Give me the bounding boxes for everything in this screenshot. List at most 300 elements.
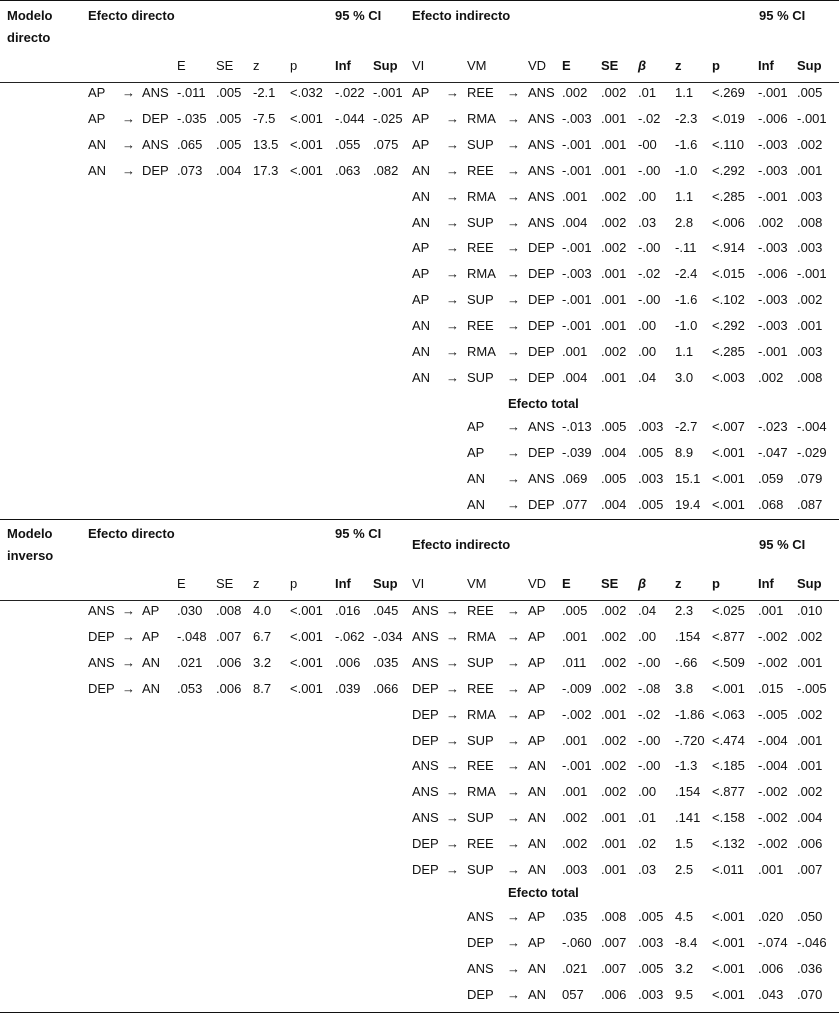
total-from: AN: [467, 470, 486, 486]
indirect-vi: AN: [412, 214, 431, 230]
direct-to: AP: [142, 603, 160, 618]
indirect-vi: AP: [412, 292, 430, 308]
cell-estimate: .065: [177, 136, 203, 152]
column-header: Sup: [797, 58, 822, 73]
arrow-icon: →: [446, 836, 459, 852]
cell-inf: -.047: [758, 444, 788, 460]
cell-p: <.509: [712, 654, 745, 670]
direct-from: AP: [88, 85, 106, 100]
cell-inf: -.003: [758, 292, 788, 308]
column-header: E: [562, 58, 571, 73]
total-from: AP: [467, 419, 485, 434]
table-rule: [0, 600, 839, 601]
cell-beta: -00: [638, 136, 657, 152]
arrow-icon: →: [507, 444, 520, 460]
cell-sup: .079: [797, 470, 823, 486]
cell-se: .002: [601, 732, 627, 748]
cell-inf: -.002: [758, 836, 788, 852]
column-header: Inf: [335, 58, 351, 73]
cell-z: .141: [675, 810, 701, 826]
cell-p: <.158: [712, 810, 745, 826]
indirect-vm: RMA: [467, 188, 496, 204]
cell-sup: .003: [797, 240, 823, 256]
cell-estimate: .002: [562, 836, 588, 852]
indirect-vi: AN: [412, 369, 431, 385]
arrow-icon: →: [122, 162, 135, 178]
cell-inf: -.022: [335, 85, 365, 100]
cell-p: <.001: [290, 110, 323, 126]
cell-se: .001: [601, 136, 627, 152]
cell-p: <.063: [712, 706, 745, 722]
cell-inf: -.001: [758, 344, 788, 359]
column-header: SE: [216, 576, 234, 591]
cell-inf: .020: [758, 909, 784, 924]
direct-to: DEP: [142, 110, 169, 126]
cell-estimate: -.035: [177, 110, 207, 126]
column-header: p: [712, 576, 720, 591]
ci-header: 95 % CI: [335, 526, 382, 541]
cell-p: <.914: [712, 240, 745, 256]
indirect-vm: RMA: [467, 784, 496, 800]
cell-beta: .003: [638, 419, 664, 434]
indirect-vi: ANS: [412, 628, 439, 644]
direct-to: ANS: [142, 85, 169, 100]
cell-sup: .001: [797, 732, 823, 748]
arrow-icon: →: [446, 266, 459, 282]
cell-estimate: .021: [177, 654, 203, 670]
cell-se: .001: [601, 836, 627, 852]
cell-beta: .005: [638, 444, 664, 460]
cell-z: 2.5: [675, 862, 694, 877]
cell-z: 17.3: [253, 162, 279, 178]
column-header: VD: [528, 58, 547, 73]
cell-beta: -.02: [638, 266, 661, 282]
arrow-icon: →: [507, 654, 520, 670]
cell-se: .001: [601, 292, 627, 308]
column-header: Inf: [758, 576, 774, 591]
cell-beta: .00: [638, 318, 657, 334]
cell-estimate: .004: [562, 369, 588, 385]
indirect-vm: REE: [467, 162, 494, 178]
cell-estimate: .035: [562, 909, 588, 924]
cell-se: .001: [601, 369, 627, 385]
ci-header: 95 % CI: [759, 537, 806, 552]
cell-z: 4.5: [675, 909, 694, 924]
column-header: VI: [412, 58, 425, 73]
indirect-vi: DEP: [412, 706, 439, 722]
indirect-vm: SUP: [467, 136, 494, 152]
cell-sup: .003: [797, 188, 823, 204]
cell-p: <.001: [290, 680, 323, 696]
cell-beta: .003: [638, 470, 664, 486]
cell-sup: .036: [797, 960, 823, 976]
arrow-icon: →: [507, 369, 520, 385]
indirect-vd: AN: [528, 836, 547, 852]
cell-estimate: -.003: [562, 110, 592, 126]
cell-estimate: .073: [177, 162, 203, 178]
indirect-vm: RMA: [467, 344, 496, 359]
cell-beta: -.02: [638, 110, 661, 126]
indirect-vm: REE: [467, 240, 494, 256]
indirect-vi: ANS: [412, 654, 439, 670]
cell-inf: -.006: [758, 110, 788, 126]
cell-z: 1.5: [675, 836, 694, 852]
cell-p: <.110: [712, 136, 744, 152]
indirect-vi: ANS: [412, 603, 439, 618]
cell-sup: .087: [797, 496, 823, 512]
cell-p: <.292: [712, 318, 745, 334]
cell-sup: -.025: [373, 110, 403, 126]
cell-se: .007: [601, 934, 627, 950]
cell-estimate: -.001: [562, 240, 592, 256]
cell-estimate: .021: [562, 960, 588, 976]
direct-from: AP: [88, 110, 106, 126]
arrow-icon: →: [507, 784, 520, 800]
column-header: SE: [601, 576, 619, 591]
cell-se: .007: [216, 628, 242, 644]
cell-z: .154: [675, 784, 701, 800]
direct-from: ANS: [88, 603, 115, 618]
indirect-vd: DEP: [528, 240, 555, 256]
table-rule: [0, 82, 839, 83]
cell-z: 3.8: [675, 680, 694, 696]
cell-p: <.132: [712, 836, 745, 852]
arrow-icon: →: [507, 628, 520, 644]
cell-z: 1.1: [675, 85, 694, 100]
indirect-vd: AP: [528, 603, 546, 618]
cell-beta: .02: [638, 836, 657, 852]
indirect-vm: SUP: [467, 654, 494, 670]
cell-beta: .00: [638, 784, 657, 800]
indirect-vm: RMA: [467, 110, 496, 126]
cell-sup: .082: [373, 162, 399, 178]
cell-beta: .03: [638, 862, 657, 877]
arrow-icon: →: [446, 680, 459, 696]
cell-se: .002: [601, 654, 627, 670]
cell-estimate: -.013: [562, 419, 592, 434]
cell-se: .002: [601, 240, 627, 256]
cell-inf: .039: [335, 680, 361, 696]
total-to: DEP: [528, 444, 555, 460]
arrow-icon: →: [446, 318, 459, 334]
cell-beta: -.00: [638, 162, 661, 178]
cell-sup: -.005: [797, 680, 827, 696]
column-header: Sup: [797, 576, 822, 591]
cell-sup: -.001: [797, 110, 827, 126]
arrow-icon: →: [446, 292, 459, 308]
cell-sup: .004: [797, 810, 823, 826]
arrow-icon: →: [507, 706, 520, 722]
cell-p: <.019: [712, 110, 745, 126]
cell-se: .005: [216, 85, 242, 100]
cell-p: <.015: [712, 266, 745, 282]
cell-se: .008: [601, 909, 627, 924]
cell-beta: .005: [638, 496, 664, 512]
cell-estimate: .003: [562, 862, 588, 877]
indirect-vd: AN: [528, 784, 547, 800]
cell-z: 8.9: [675, 444, 694, 460]
arrow-icon: →: [507, 680, 520, 696]
cell-sup: -.004: [797, 419, 827, 434]
cell-inf: -.002: [758, 654, 788, 670]
cell-estimate: .002: [562, 85, 588, 100]
cell-inf: -.003: [758, 162, 788, 178]
cell-sup: .075: [373, 136, 399, 152]
cell-estimate: .077: [562, 496, 588, 512]
indirect-vm: SUP: [467, 214, 494, 230]
cell-se: .001: [601, 266, 627, 282]
cell-se: .007: [601, 960, 627, 976]
cell-z: -.66: [675, 654, 698, 670]
cell-estimate: 057: [562, 986, 584, 1002]
cell-p: <.001: [712, 934, 745, 950]
direct-to: AP: [142, 628, 160, 644]
direct-effect-header: Efecto directo: [88, 526, 175, 541]
cell-p: <.877: [712, 628, 745, 644]
direct-to: ANS: [142, 136, 169, 152]
column-header: z: [253, 576, 260, 591]
cell-z: -8.4: [675, 934, 698, 950]
indirect-vd: DEP: [528, 344, 555, 359]
arrow-icon: →: [507, 862, 520, 877]
arrow-icon: →: [446, 344, 459, 359]
column-header: z: [253, 58, 260, 73]
column-header: p: [290, 58, 298, 73]
table-rule: [0, 519, 839, 520]
indirect-vi: AP: [412, 85, 430, 100]
cell-p: <.003: [712, 369, 745, 385]
column-header: Sup: [373, 58, 398, 73]
cell-estimate: -.009: [562, 680, 592, 696]
cell-beta: .01: [638, 85, 657, 100]
cell-estimate: .030: [177, 603, 203, 618]
cell-se: .008: [216, 603, 242, 618]
arrow-icon: →: [507, 188, 520, 204]
cell-z: 3.2: [253, 654, 272, 670]
total-effect-header: Efecto total: [508, 885, 579, 900]
cell-se: .002: [601, 85, 627, 100]
section-title: inverso: [7, 548, 54, 563]
cell-p: <.285: [712, 344, 745, 359]
cell-inf: -.003: [758, 240, 788, 256]
cell-sup: -.001: [797, 266, 827, 282]
total-from: ANS: [467, 960, 494, 976]
cell-beta: .005: [638, 960, 664, 976]
column-header: Inf: [335, 576, 351, 591]
cell-p: <.001: [290, 654, 323, 670]
cell-inf: -.074: [758, 934, 788, 950]
indirect-vd: ANS: [528, 85, 555, 100]
column-header: Sup: [373, 576, 398, 591]
total-to: AP: [528, 909, 546, 924]
cell-se: .005: [216, 136, 242, 152]
cell-sup: .001: [797, 654, 823, 670]
total-to: AP: [528, 934, 546, 950]
cell-z: 8.7: [253, 680, 272, 696]
cell-inf: -.062: [335, 628, 365, 644]
arrow-icon: →: [507, 266, 520, 282]
direct-from: AN: [88, 136, 107, 152]
cell-inf: .063: [335, 162, 361, 178]
arrow-icon: →: [122, 603, 135, 618]
cell-p: <.001: [712, 909, 745, 924]
column-header: VM: [467, 58, 487, 73]
arrow-icon: →: [446, 162, 459, 178]
cell-estimate: -.001: [562, 136, 592, 152]
cell-z: -1.0: [675, 162, 698, 178]
table-rule: [0, 1012, 839, 1013]
cell-p: <.032: [290, 85, 323, 100]
indirect-vm: SUP: [467, 732, 494, 748]
indirect-vd: DEP: [528, 266, 555, 282]
cell-estimate: -.060: [562, 934, 592, 950]
cell-sup: -.029: [797, 444, 827, 460]
cell-beta: .03: [638, 214, 657, 230]
cell-z: 4.0: [253, 603, 272, 618]
arrow-icon: →: [446, 603, 459, 618]
cell-sup: .066: [373, 680, 399, 696]
cell-inf: -.003: [758, 318, 788, 334]
cell-inf: -.003: [758, 136, 788, 152]
cell-inf: -.002: [758, 628, 788, 644]
arrow-icon: →: [122, 136, 135, 152]
cell-sup: .050: [797, 909, 823, 924]
cell-estimate: -.001: [562, 318, 592, 334]
cell-p: <.001: [290, 628, 323, 644]
cell-se: .005: [216, 110, 242, 126]
cell-estimate: -.003: [562, 266, 592, 282]
column-header: β: [638, 58, 647, 73]
cell-estimate: .001: [562, 628, 588, 644]
column-header: E: [177, 58, 186, 73]
indirect-vm: SUP: [467, 369, 494, 385]
cell-se: .002: [601, 344, 627, 359]
cell-inf: .002: [758, 369, 784, 385]
cell-inf: .001: [758, 603, 784, 618]
arrow-icon: →: [446, 369, 459, 385]
arrow-icon: →: [507, 318, 520, 334]
cell-inf: .068: [758, 496, 784, 512]
cell-sup: .002: [797, 628, 823, 644]
indirect-vm: RMA: [467, 706, 496, 722]
indirect-vd: ANS: [528, 162, 555, 178]
cell-sup: .002: [797, 292, 823, 308]
indirect-vi: AP: [412, 136, 430, 152]
arrow-icon: →: [507, 758, 520, 774]
cell-beta: -.00: [638, 240, 661, 256]
cell-p: <.001: [290, 603, 323, 618]
indirect-vi: AN: [412, 162, 431, 178]
arrow-icon: →: [446, 188, 459, 204]
cell-beta: .04: [638, 369, 657, 385]
indirect-vm: REE: [467, 680, 494, 696]
cell-se: .001: [601, 706, 627, 722]
cell-sup: .035: [373, 654, 399, 670]
indirect-effect-header: Efecto indirecto: [412, 8, 511, 23]
cell-sup: .070: [797, 986, 823, 1002]
indirect-vi: DEP: [412, 680, 439, 696]
cell-beta: -.00: [638, 732, 661, 748]
cell-beta: .005: [638, 909, 664, 924]
cell-p: <.474: [712, 732, 745, 748]
cell-z: -7.5: [253, 110, 276, 126]
section-title: Modelo: [7, 526, 53, 541]
arrow-icon: →: [507, 986, 520, 1002]
cell-p: <.001: [290, 136, 323, 152]
cell-p: <.269: [712, 85, 745, 100]
cell-p: <.001: [712, 470, 745, 486]
cell-inf: -.006: [758, 266, 788, 282]
arrow-icon: →: [122, 110, 135, 126]
cell-z: -2.4: [675, 266, 698, 282]
total-from: DEP: [467, 934, 494, 950]
cell-beta: -.00: [638, 758, 661, 774]
total-to: AN: [528, 986, 547, 1002]
indirect-vd: AP: [528, 680, 546, 696]
cell-estimate: .053: [177, 680, 203, 696]
indirect-vi: ANS: [412, 810, 439, 826]
column-header: VI: [412, 576, 425, 591]
cell-p: <.001: [712, 986, 745, 1002]
arrow-icon: →: [446, 628, 459, 644]
cell-beta: -.00: [638, 654, 661, 670]
column-header: β: [638, 576, 647, 591]
total-from: DEP: [467, 986, 494, 1002]
total-to: AN: [528, 960, 547, 976]
indirect-vi: DEP: [412, 836, 439, 852]
indirect-vd: DEP: [528, 292, 555, 308]
cell-inf: .001: [758, 862, 784, 877]
cell-z: 19.4: [675, 496, 701, 512]
cell-sup: .001: [797, 162, 823, 178]
column-header: VD: [528, 576, 547, 591]
cell-estimate: .011: [562, 654, 587, 670]
cell-p: <.006: [712, 214, 745, 230]
cell-sup: -.046: [797, 934, 827, 950]
section-title: Modelo: [7, 8, 53, 23]
indirect-vd: AP: [528, 706, 546, 722]
cell-sup: .045: [373, 603, 399, 618]
arrow-icon: →: [507, 292, 520, 308]
indirect-vi: AN: [412, 188, 431, 204]
column-header: E: [562, 576, 571, 591]
cell-estimate: -.001: [562, 292, 592, 308]
cell-z: -2.7: [675, 419, 698, 434]
arrow-icon: →: [446, 706, 459, 722]
cell-inf: .015: [758, 680, 784, 696]
cell-p: <.285: [712, 188, 745, 204]
cell-z: 3.2: [675, 960, 694, 976]
cell-inf: .006: [335, 654, 361, 670]
indirect-vi: AN: [412, 344, 431, 359]
arrow-icon: →: [507, 240, 520, 256]
cell-z: -1.0: [675, 318, 698, 334]
arrow-icon: →: [507, 162, 520, 178]
cell-p: <.185: [712, 758, 745, 774]
arrow-icon: →: [507, 136, 520, 152]
cell-se: .002: [601, 680, 627, 696]
cell-sup: .008: [797, 214, 823, 230]
cell-estimate: .004: [562, 214, 588, 230]
indirect-vd: AN: [528, 758, 547, 774]
cell-p: <.001: [712, 680, 745, 696]
indirect-vm: SUP: [467, 862, 494, 877]
column-header: E: [177, 576, 186, 591]
arrow-icon: →: [122, 654, 135, 670]
indirect-vd: AN: [528, 862, 547, 877]
arrow-icon: →: [122, 680, 135, 696]
indirect-vm: REE: [467, 758, 494, 774]
